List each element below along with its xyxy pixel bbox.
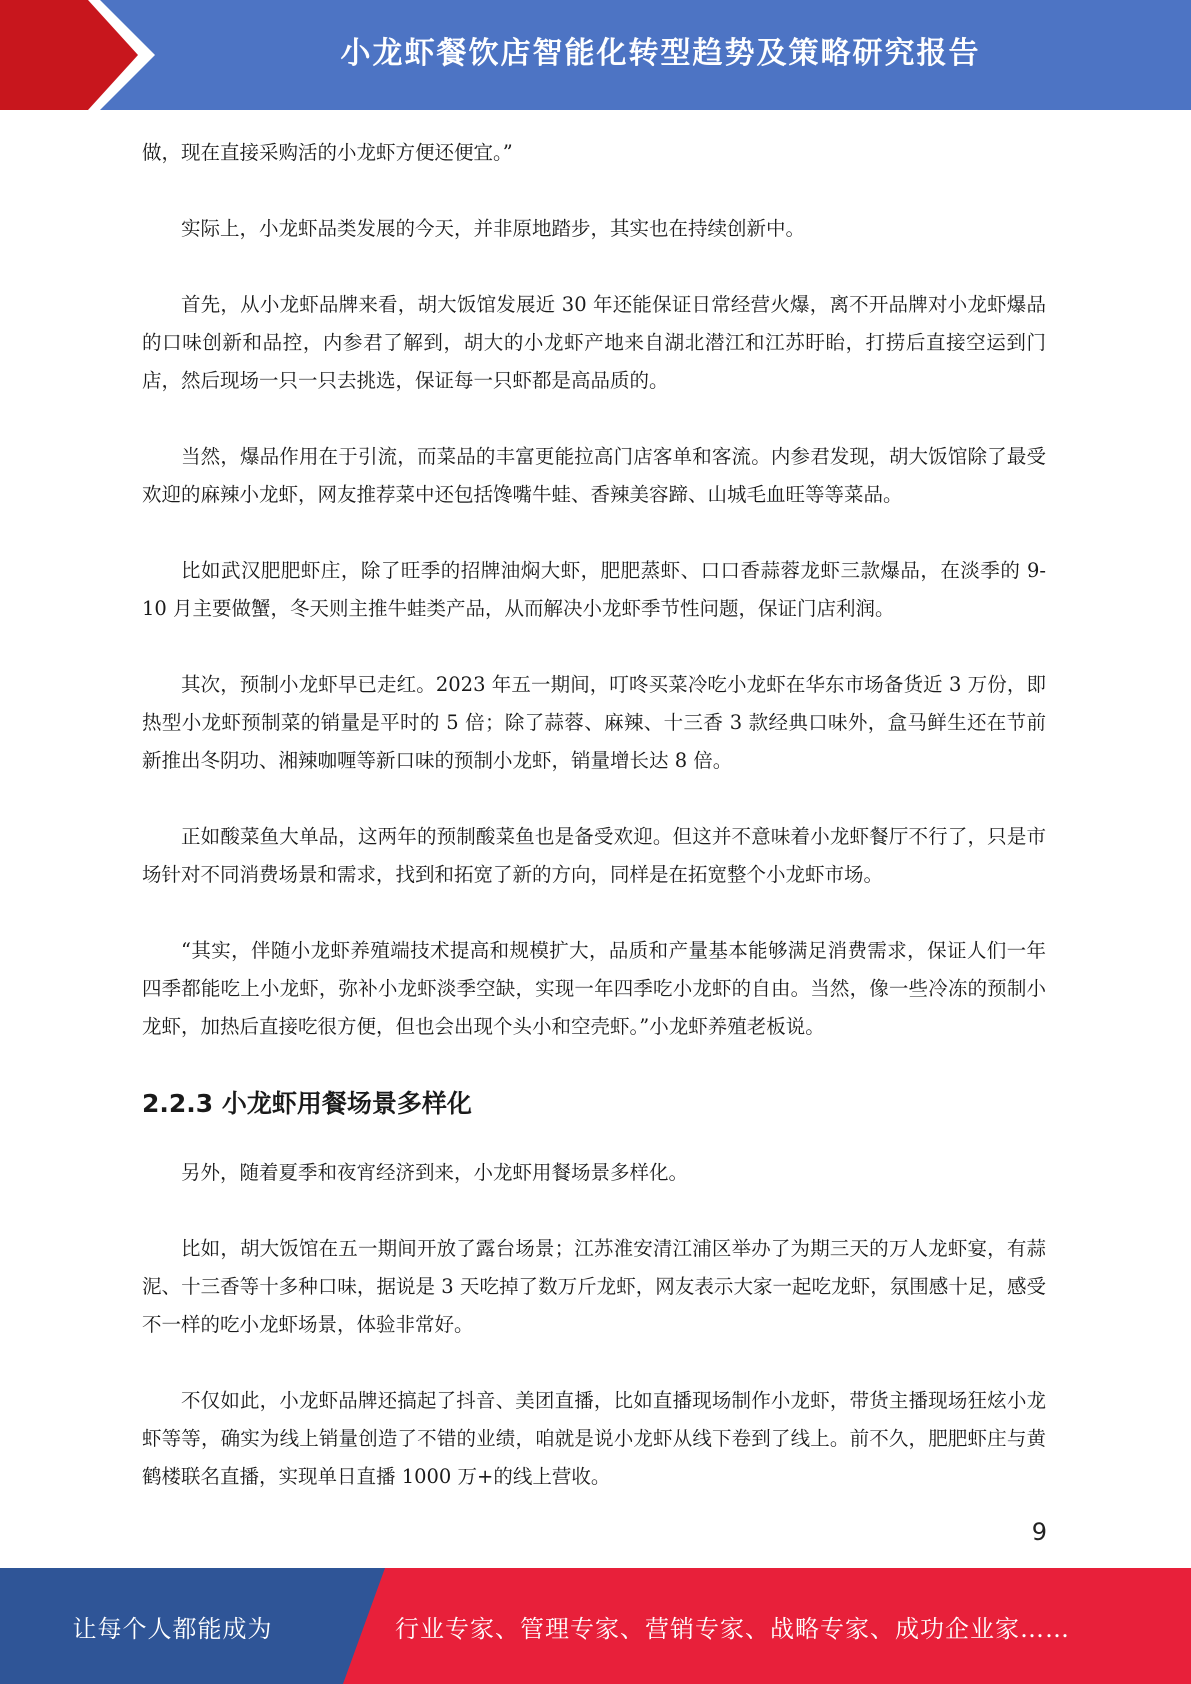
paragraph: 正如酸菜鱼大单品，这两年的预制酸菜鱼也是备受欢迎。但这并不意味着小龙虾餐厅不行了，只是市场针对不同消费场景和需求，找到和拓宽了新的方向，同样是在拓宽整个小龙虾市场。: [142, 825, 1046, 886]
section-heading: 2.2.3 小龙虾用餐场景多样化: [142, 1089, 472, 1118]
footer-slogan-right: 行业专家、管理专家、营销专家、战略专家、成功企业家……: [395, 1614, 1070, 1643]
paragraph: 另外，随着夏季和夜宵经济到来，小龙虾用餐场景多样化。: [181, 1161, 689, 1184]
paragraph: 比如武汉肥肥虾庄，除了旺季的招牌油焖大虾，肥肥蒸虾、口口香蒜蓉龙虾三款爆品，在淡季的 9-10 月主要做蟹，冬天则主推牛蛙类产品，从而解决小龙虾季节性问题，保证门店利润。: [142, 559, 1046, 620]
header-arrow-decoration: [0, 0, 160, 110]
paragraph: 比如，胡大饭馆在五一期间开放了露台场景；江苏淮安清江浦区举办了为期三天的万人龙虾宴，有蒜泥、十三香等十多种口味，据说是 3 天吃掉了数万斤龙虾，网友表示大家一起吃龙虾，氛围感十足，感受不一样的吃小龙虾场景，体验非常好。: [142, 1237, 1046, 1336]
paragraph: “其实，伴随小龙虾养殖端技术提高和规模扩大，品质和产量基本能够满足消费需求，保证人们一年四季都能吃上小龙虾，弥补小龙虾淡季空缺，实现一年四季吃小龙虾的自由。当然，像一些冷冻的预制小龙虾，加热后直接吃很方便，但也会出现个头小和空壳虾。”小龙虾养殖老板说。: [142, 939, 1046, 1038]
report-title: 小龙虾餐饮店智能化转型趋势及策略研究报告: [340, 36, 981, 71]
paragraph: 实际上，小龙虾品类发展的今天，并非原地踏步，其实也在持续创新中。: [181, 217, 806, 240]
footer-slogan-left: 让每个人都能成为: [72, 1614, 273, 1643]
page-footer: [0, 1568, 1191, 1684]
paragraph-continued: 做，现在直接采购活的小龙虾方便还便宜。”: [142, 141, 513, 164]
page-number: 9: [1031, 1518, 1047, 1546]
page-content: [142, 134, 1046, 1534]
paragraph: 其次，预制小龙虾早已走红。2023 年五一期间，叮咚买菜冷吃小龙虾在华东市场备货近 3 万份，即热型小龙虾预制菜的销量是平时的 5 倍；除了蒜蓉、麻辣、十三香 3 款经典口味外，盒马鲜生还在节前新推出冬阴功、湘辣咖喱等新口味的预制小龙虾，销量增长达 8 倍。: [142, 673, 1046, 772]
paragraph: 首先，从小龙虾品牌来看，胡大饭馆发展近 30 年还能保证日常经营火爆，离不开品牌对小龙虾爆品的口味创新和品控，内参君了解到，胡大的小龙虾产地来自湖北潜江和江苏盱眙，打捞后直接空运到门店，然后现场一只一只去挑选，保证每一只虾都是高品质的。: [142, 293, 1046, 392]
page-header: [0, 0, 1191, 110]
paragraph: 不仅如此，小龙虾品牌还搞起了抖音、美团直播，比如直播现场制作小龙虾，带货主播现场狂炫小龙虾等等，确实为线上销量创造了不错的业绩，咱就是说小龙虾从线下卷到了线上。前不久，肥肥虾庄与黄鹤楼联名直播，实现单日直播 1000 万+的线上营收。: [142, 1389, 1046, 1488]
paragraph: 当然，爆品作用在于引流，而菜品的丰富更能拉高门店客单和客流。内参君发现，胡大饭馆除了最受欢迎的麻辣小龙虾，网友推荐菜中还包括馋嘴牛蛙、香辣美容蹄、山城毛血旺等等菜品。: [142, 445, 1046, 506]
